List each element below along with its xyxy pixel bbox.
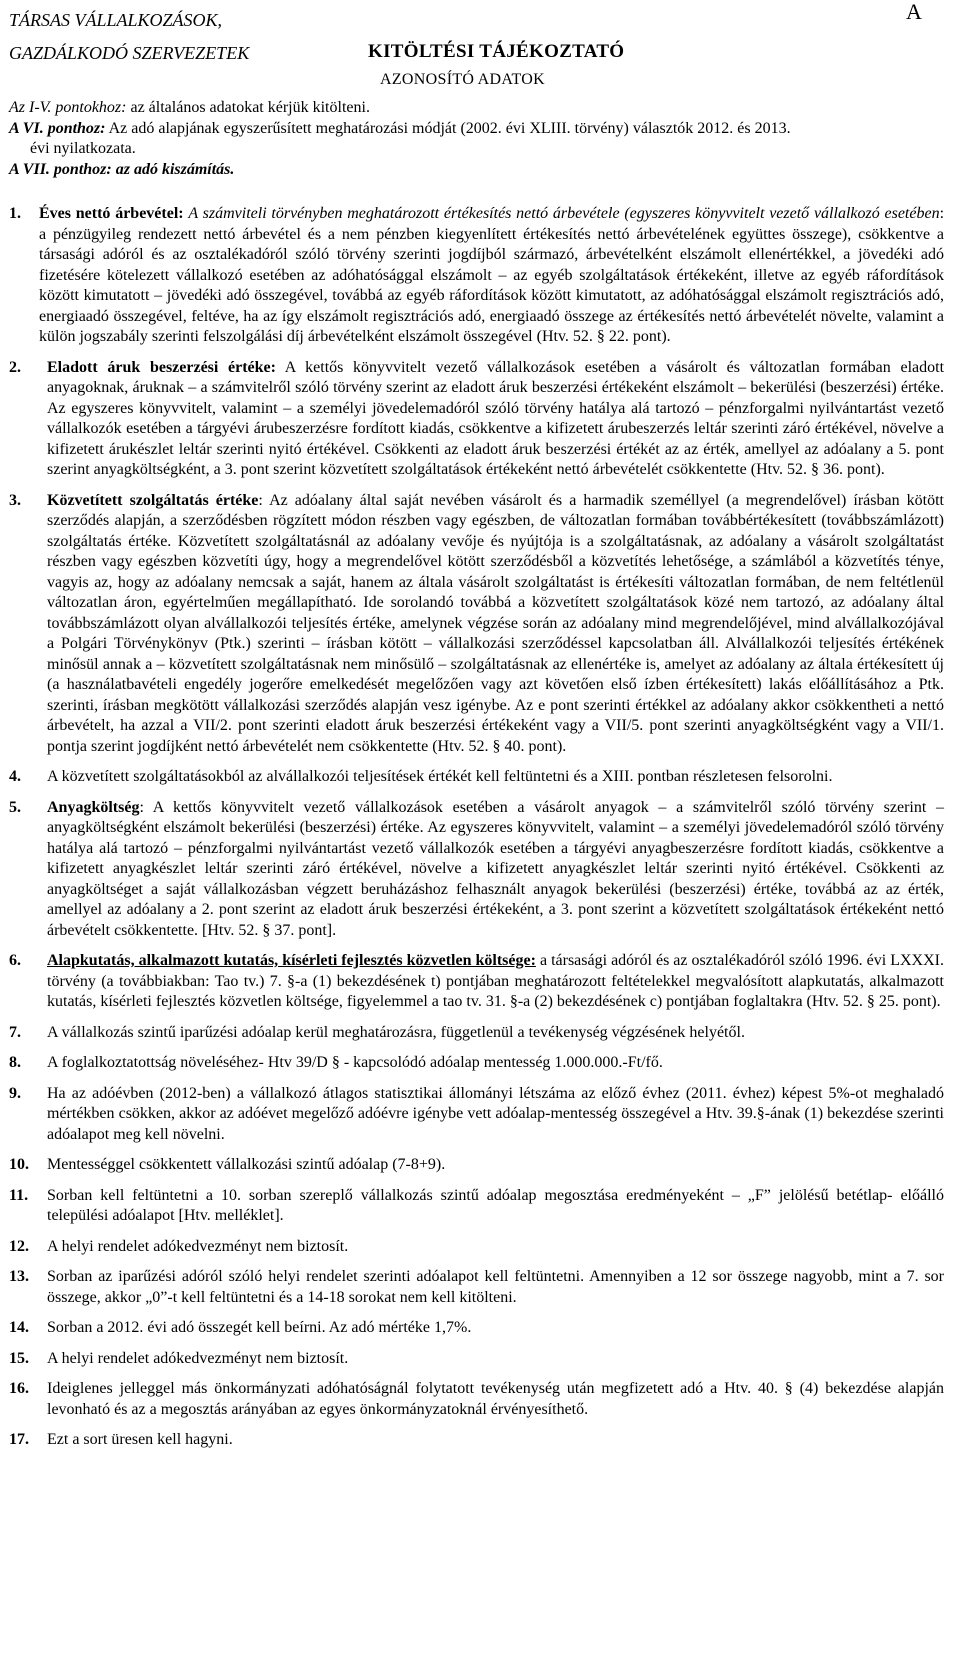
item-title: Anyagköltség — [47, 798, 140, 816]
item-number: 4. — [9, 768, 21, 785]
intro-text-3: az adó kiszámítás. — [111, 160, 235, 178]
item-text: Ezt a sort üresen kell hagyni. — [47, 1431, 233, 1448]
item-number: 10. — [9, 1156, 29, 1173]
item-number: 7. — [9, 1023, 21, 1041]
list-item-3 — [9, 491, 944, 758]
item-text: Sorban az iparűzési adóról szóló helyi rendelet szerinti adóalapot kell feltüntetni. Amennyiben a 12 sor összege nagyobb, mint a 7. sor összege, akkor „0”-t kell feltüntetni és a 14-18 sorokat nem kell kitölteni. — [47, 1268, 944, 1306]
list-item-1 — [9, 204, 944, 348]
form-letter: A — [906, 0, 922, 24]
item-number: 12. — [9, 1237, 29, 1255]
item-text: A foglalkoztatottság növeléséhez- Htv 39/D § - kapcsolódó adóalap mentesség 1.000.000.-Ft/fő. — [47, 1054, 663, 1071]
list-item-6 — [9, 951, 944, 1013]
header-left-line1: TÁRSAS VÁLLALKOZÁSOK, — [9, 10, 223, 30]
item-text: Mentességgel csökkentett vállalkozási szintű adóalap (7-8+9). — [47, 1156, 446, 1173]
intro-text-1: az általános adatokat kérjük kitölteni. — [126, 99, 370, 116]
item-number: 6. — [9, 952, 21, 969]
list-item-7 — [9, 1023, 944, 1044]
page-subtitle: AZONOSÍTÓ ADATOK — [380, 71, 545, 88]
list-item-2 — [9, 358, 944, 481]
intro-line-1 — [9, 98, 944, 119]
list-item-10 — [9, 1155, 944, 1176]
intro-line-2-cont: évi nyilatkozata. — [30, 140, 136, 157]
list-item-13 — [9, 1267, 944, 1308]
item-italic-text: A számviteli törvényben meghatározott értékesítés nettó árbevétele (egyszeres könyvvitelt vezető vállalkozó esetében — [188, 205, 940, 222]
intro-line-2 — [9, 119, 944, 140]
page-title: KITÖLTÉSI TÁJÉKOZTATÓ — [368, 41, 625, 62]
intro-line-3 — [9, 160, 944, 181]
item-title: Éves nettó árbevétel: — [39, 205, 184, 222]
item-title: Közvetített szolgáltatás értéke — [47, 491, 259, 509]
item-text: A vállalkozás szintű iparűzési adóalap kerül meghatározásra, függetlenül a tevékenység végzésének helyétől. — [47, 1023, 745, 1041]
intro-label-3: A VII. ponthoz: — [9, 160, 112, 178]
item-number: 5. — [9, 798, 21, 816]
item-number: 16. — [9, 1380, 29, 1397]
list-item-12 — [9, 1237, 944, 1258]
list-item-17 — [9, 1430, 944, 1451]
item-number: 1. — [9, 205, 21, 222]
item-title: Alapkutatás, alkalmazott kutatás, kísérleti fejlesztés közvetlen költsége: — [47, 952, 536, 969]
item-number: 2. — [9, 358, 21, 376]
list-item-4 — [9, 767, 944, 788]
item-text: A közvetített szolgáltatásokból az alvállalkozói teljesítések értékét kell feltüntetni és a XIII. pontban részletesen felsorolni. — [47, 768, 833, 785]
intro-text-2: Az adó alapjának egyszerűsített meghatározási módját (2002. évi XLIII. törvény) választók 2012. és 2013. — [105, 119, 791, 137]
list-item-8 — [9, 1053, 944, 1074]
list-item-15 — [9, 1349, 944, 1370]
item-text: : a pénzügyileg rendezett nettó árbevétel és a nem pénzben kiegyenlített értékesítés nettó árbevételének együttes összege), csökkentve a társasági adóról és az osztalékadóról szóló törvény szerinti jogdíjból származó, árbevételként elszámolt ellenértékkel, a jövedéki adó fizetésére kötelezett vállalkozó esetében az adóhatósággal elszámolt – az egyéb szolgáltatások értékeként, illetve az egyéb ráfordítások között kimutatott – jövedéki adó összegével, továbbá az egyéb ráfordítások között kimutatott, az adóhatósággal elszámolt regisztrációs adó, energiaadó összegével, feltéve, ha az így elszámolt regisztrációs adó, energiaadó összege az értékesítés nettó árbevételét növelte, valamint a külön jogszabály szerinti felszolgálási díj árbevételként elszámolt összegével (Htv. 52. § 22. pont). — [39, 205, 945, 345]
item-number: 8. — [9, 1054, 21, 1071]
item-list — [9, 204, 944, 1461]
item-text: Ha az adóévben (2012-ben) a vállalkozó átlagos statisztikai állományi létszáma az előző évhez (2011. évhez) képest 5%-ot meghaladó mértékben csökken, akkor az adóévet megelőző adóévre igénybe vett adóalap-mentesség összegével a Htv. 39.§-ának (1) bekezdése szerinti adóalapot meg kell növelni. — [47, 1084, 944, 1143]
intro-label-2: A VI. ponthoz: — [9, 119, 106, 137]
item-number: 15. — [9, 1349, 29, 1367]
item-number: 11. — [9, 1186, 29, 1204]
item-number: 3. — [9, 491, 21, 509]
intro-label-1: Az I-V. pontokhoz: — [9, 99, 127, 116]
item-number: 13. — [9, 1268, 29, 1285]
intro-block — [9, 98, 944, 180]
item-text: Sorban a 2012. évi adó összegét kell beírni. Az adó mértéke 1,7%. — [47, 1319, 472, 1336]
item-text: Sorban kell feltüntetni a 10. sorban szereplő vállalkozás szintű adóalap megosztása eredményeként – „F” jelölésű betétlap- előálló települési adóalapot [Htv. melléklet]. — [47, 1186, 944, 1224]
item-number: 14. — [9, 1319, 29, 1336]
item-text: A helyi rendelet adókedvezményt nem biztosít. — [47, 1237, 349, 1255]
header-left — [9, 4, 339, 70]
item-text: a társasági adóról és az osztalékadóról szóló 1996. évi LXXXI. törvény (a továbbiakban: Tao tv.) 7. §-a (1) bekezdésének t) pontjában meghatározott feltételekkel megvalósított alapkutatás, alkalmazott kutatás, kísérleti fejlesztés közvetlen költsége, figyelemmel a tao tv. 31. §-a (2) bekezdésének c) pontjában foglaltakra (Htv. 52. § 25. pont). — [47, 952, 944, 1010]
item-text: : A kettős könyvvitelt vezető vállalkozások esetében a vásárolt anyagok – a számvitelről szóló törvény szerint – anyagköltségként elszámolt bekerülési (beszerzési) értéke. Az egyszeres könyvvitelt, valamint – a személyi jövedelemadóról szóló törvény hatálya alá tartozó – pénzforgalmi nyilvántartást vezető vállalkozók esetében a tárgyévi anyagbeszerzésre fordított kiadás, csökkentve a kifizetett anyagkészlet leltár szerinti záró értékével, növelve a kifizetett anyagkészlet leltár szerinti nyitó értékével. Csökkenti az anyagköltséget a saját vállalkozásban végzett beruházáshoz felhasznált anyagok bekerülési (beszerzési) értéke, továbbá az az érték, amellyel az adóalany a 2. pont szerint az eladott áruk beszerzési értékeként, a 3. pont szerint a közvetített szolgáltatások értékeként nettó árbevételt csökkentette. [Htv. 52. § 37. pont]. — [47, 798, 944, 939]
item-number: 17. — [9, 1431, 29, 1448]
list-item-11 — [9, 1186, 944, 1227]
header-left-line2: GAZDÁLKODÓ SZERVEZETEK — [9, 43, 250, 63]
list-item-14 — [9, 1318, 944, 1339]
item-number: 9. — [9, 1084, 21, 1102]
item-text: Ideiglenes jelleggel más önkormányzati adóhatóságnál folytatott tevékenység után megfizetett adó a Htv. 40. § (4) bekezdése alapján levonható és az a megosztás arányában az egyes önkormányzatoknál érvényesíthető. — [47, 1380, 944, 1418]
item-text: A helyi rendelet adókedvezményt nem biztosít. — [47, 1349, 349, 1367]
item-title: Eladott áruk beszerzési értéke: — [47, 358, 276, 376]
list-item-16 — [9, 1379, 944, 1420]
list-item-5 — [9, 798, 944, 942]
item-text: : Az adóalany által saját nevében vásárolt és a harmadik személlyel (a megrendelővel) írásban kötött szerződés alapján, a szerződésben rögzített módon részben vagy egészben, de változatlan formában továbbértékesített (továbbszámlázott) szolgáltatás értéke. Közvetített szolgáltatásnál az adóalany vevője és nyújtója is a szolgáltatásnak, az adóalany a vásárolt szolgáltatást részben vagy egészben közvetíti úgy, hogy a megrendelővel kötött szerződésből a közvetítés lehetősége, a számlából a közvetítés ténye, vagyis az, hogy az adóalany nemcsak a saját, hanem az általa vásárolt szolgáltatást is értékesíti változatlan formában, de nem feltétlenül változatlan áron, egyértelműen megállapítható. Ide sorolandó továbbá a közvetített szolgáltatások közé nem tartozó, az adóalany által továbbszámlázott olyan alvállalkozói teljesítés értéke, amelynek végzése során az adóalany mind megrendelőjével, mind alvállalkozójával a Polgári Törvénykönyv (Ptk.) szerinti – írásban kötött – vállalkozási szerződéssel kapcsolatban áll. Alvállalkozói teljesítés értékének minősül annak a – közvetített szolgáltatásnak nem minősülő – szolgáltatásnak az ellenértéke is, amelyet az adóalany az általa értékesített új (a használatbavételi engedély jogerőre emelkedését megelőzően vagy azt követően első ízben értékesített) lakás előállításához a Ptk. szerinti, írásban megkötött vállalkozási szerződés alapján vesz igénybe. Az e pont szerinti értékkel az adóalany akkor csökkentheti a nettó árbevételt, ha azzal a VII/2. pont szerinti eladott áruk beszerzési értékeként vagy a VII/5. pont szerinti anyagköltségként vagy a VII/1. pontja szerint jogdíjként nettó árbevételét nem csökkentette (Htv. 52. § 40. pont). — [47, 491, 944, 755]
list-item-9 — [9, 1084, 944, 1146]
item-text: A kettős könyvvitelt vezető vállalkozások esetében a vásárolt és változatlan formában eladott anyagoknak, áruknak – a számvitelről szóló törvény szerint az eladott áruk beszerzési értékeként elszámolt – bekerülési (beszerzési) értéke. Az egyszeres könyvvitelt, valamint – a személyi jövedelemadóról szóló törvény hatálya alá tartozó – pénzforgalmi nyilvántartást vezető vállalkozók esetében a tárgyévi árubeszerzésre fordított kiadás, csökkentve a kifizetett árubeszerzés leltár szerinti záró értékével, növelve a kifizetett árukészlet leltár szerinti nyitó értékével. Csökkenti az eladott áruk beszerzési értékét az az érték, amellyel az adóalany a 5. pont szerint anyagköltségként, a 3. pont szerint közvetített szolgáltatások értékeként nettó árbevételét csökkentette (Htv. 52. § 36. pont). — [47, 358, 945, 478]
